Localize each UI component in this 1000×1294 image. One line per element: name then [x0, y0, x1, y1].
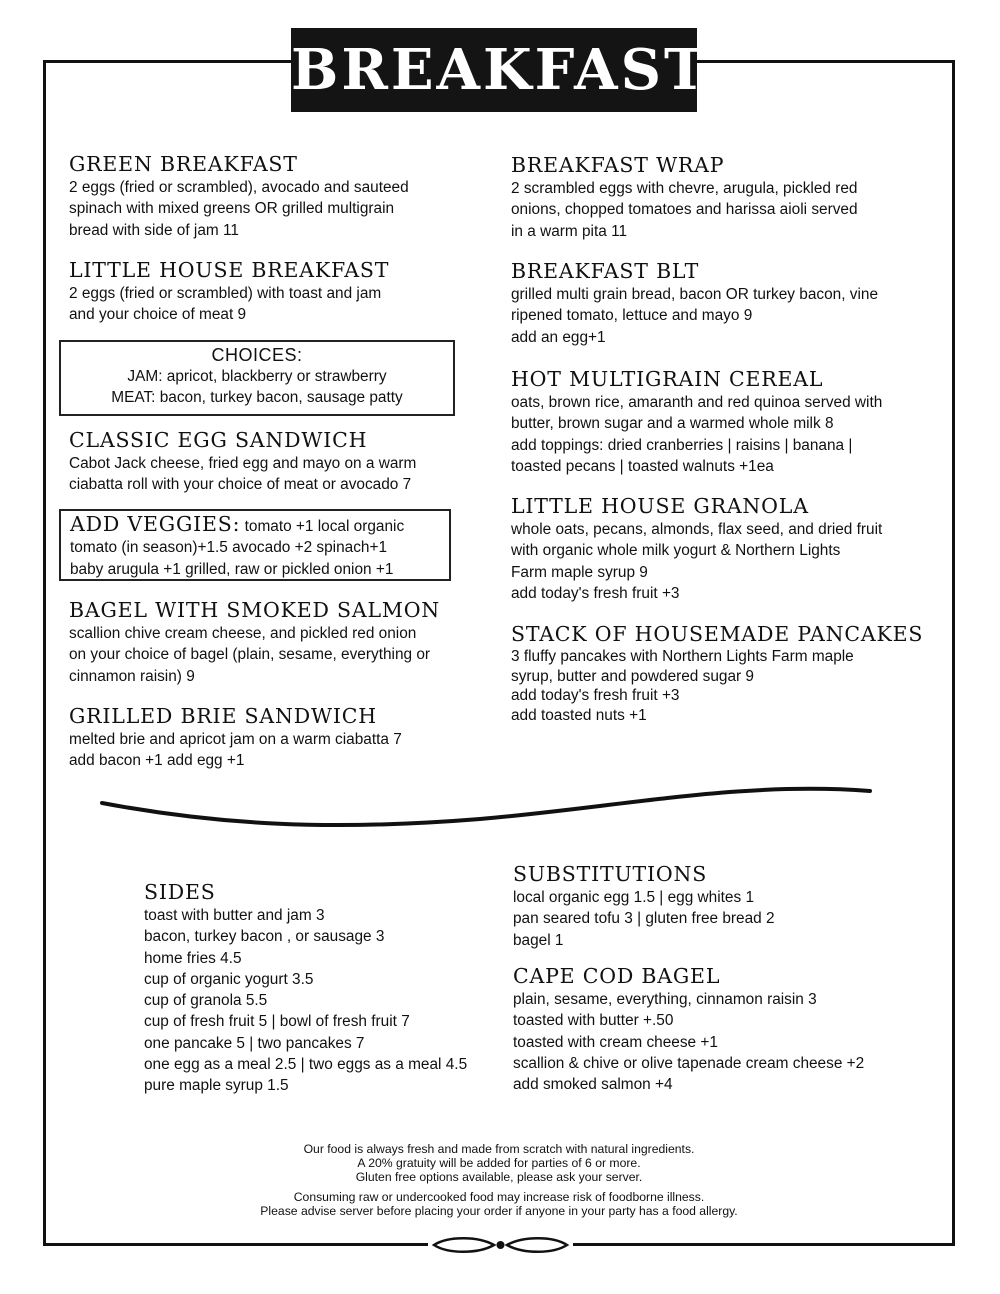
choices-meat: MEAT: bacon, turkey bacon, sausage patty — [111, 389, 403, 406]
desc-line: on your choice of bagel (plain, sesame, everything or — [69, 646, 431, 664]
desc-line: 2 eggs (fried or scrambled) with toast and jam — [69, 285, 382, 302]
side-item: cup of granola 5.5 — [144, 992, 268, 1010]
item-description — [511, 178, 931, 242]
cape-cod-bagel-section — [513, 964, 933, 1095]
item-hot-multigrain-cereal — [511, 367, 931, 477]
veggies-title: ADD VEGGIES: — [70, 512, 241, 536]
desc-line: tomato +1 local organic — [240, 518, 405, 535]
desc-line: add toppings: dried cranberries | raisins | banana | — [511, 436, 853, 454]
item-title: BAGEL WITH SMOKED SALMON — [69, 598, 441, 622]
desc-line: add today's fresh fruit +3 — [511, 584, 680, 602]
item-grilled-brie-sandwich — [69, 704, 469, 772]
desc-line: bread with side of jam 11 — [69, 221, 239, 239]
desc-line: whole oats, pecans, almonds, flax seed, and dried fruit — [511, 521, 883, 538]
side-item: toast with butter and jam 3 — [144, 907, 325, 924]
item-title: GREEN BREAKFAST — [69, 152, 298, 176]
item-title: LITTLE HOUSE GRANOLA — [511, 494, 809, 518]
desc-line: Farm maple syrup 9 — [511, 563, 648, 581]
desc-line: in a warm pita 11 — [511, 222, 628, 240]
footer-line: A 20% gratuity will be added for parties of 6 or more. — [357, 1156, 641, 1170]
bagel-item: scallion & chive or olive tapenade cream cheese +2 — [513, 1054, 865, 1072]
side-item: cup of fresh fruit 5 | bowl of fresh fruit 7 — [144, 1013, 410, 1031]
footer-line: Gluten free options available, please ask your server. — [355, 1170, 643, 1184]
desc-line: tomato (in season)+1.5 avocado +2 spinach+1 — [70, 539, 388, 557]
desc-line: and your choice of meat 9 — [69, 306, 247, 324]
desc-line: spinach with mixed greens OR grilled multigrain — [69, 200, 395, 218]
desc-line: ciabatta roll with your choice of meat or avocado 7 — [69, 476, 412, 494]
bagel-item: toasted with butter +.50 — [513, 1012, 674, 1030]
side-item: one pancake 5 | two pancakes 7 — [144, 1034, 365, 1052]
item-breakfast-blt — [511, 259, 931, 348]
desc-line: 2 eggs (fried or scrambled), avocado and sauteed — [69, 179, 409, 196]
sub-item: local organic egg 1.5 | egg whites 1 — [513, 889, 754, 906]
item-description — [511, 284, 931, 348]
desc-line: syrup, butter and powdered sugar 9 — [511, 667, 754, 685]
substitutions-title: SUBSTITUTIONS — [513, 862, 708, 886]
side-item: cup of organic yogurt 3.5 — [144, 970, 314, 988]
desc-line: add bacon +1 add egg +1 — [69, 752, 245, 770]
item-description — [69, 177, 469, 241]
desc-line: butter, brown sugar and a warmed whole milk 8 — [511, 415, 834, 433]
desc-line: ripened tomato, lettuce and mayo 9 — [511, 307, 753, 325]
substitutions-list — [513, 887, 933, 951]
footer-line: Please advise server before placing your order if anyone in your party has a food allergy. — [260, 1204, 738, 1218]
choices-box — [59, 340, 455, 416]
item-title: GRILLED BRIE SANDWICH — [69, 704, 377, 728]
item-title: BREAKFAST WRAP — [511, 153, 725, 177]
wave-divider — [100, 775, 875, 835]
item-title: HOT MULTIGRAIN CEREAL — [511, 367, 824, 391]
sub-item: pan seared tofu 3 | gluten free bread 2 — [513, 910, 775, 928]
bagel-item: add smoked salmon +4 — [513, 1076, 673, 1094]
footer-line: Consuming raw or undercooked food may increase risk of foodborne illness. — [293, 1190, 705, 1204]
desc-line: 2 scrambled eggs with chevre, arugula, pickled red — [511, 180, 858, 197]
item-title: BREAKFAST BLT — [511, 259, 700, 283]
cape-cod-list — [513, 989, 933, 1095]
item-description — [69, 623, 469, 687]
item-description — [511, 519, 931, 604]
item-description — [69, 729, 469, 772]
item-classic-egg-sandwich — [69, 428, 469, 496]
add-veggies-box — [59, 509, 451, 581]
sides-title: SIDES — [144, 880, 216, 904]
desc-line: add toasted nuts +1 — [511, 706, 647, 724]
desc-line: onions, chopped tomatoes and harissa aioli served — [511, 201, 858, 219]
bagel-item: toasted with cream cheese +1 — [513, 1033, 718, 1051]
item-title: CLASSIC EGG SANDWICH — [69, 428, 368, 452]
desc-line: 3 fluffy pancakes with Northern Lights Farm maple — [511, 648, 854, 665]
menu-title: BREAKFAST — [291, 28, 697, 112]
side-item: one egg as a meal 2.5 | two eggs as a meal 4.5 — [144, 1056, 468, 1074]
side-item: home fries 4.5 — [144, 949, 242, 967]
sides-section — [144, 880, 504, 1097]
desc-line: add an egg+1 — [511, 328, 606, 346]
item-little-house-breakfast — [69, 258, 469, 326]
item-little-house-granola — [511, 494, 931, 604]
desc-line: oats, brown rice, amaranth and red quinoa served with — [511, 394, 883, 411]
item-green-breakfast — [69, 152, 469, 241]
item-housemade-pancakes — [511, 622, 931, 725]
side-item: bacon, turkey bacon , or sausage 3 — [144, 928, 385, 946]
item-breakfast-wrap — [511, 153, 931, 242]
desc-line: grilled multi grain bread, bacon OR turkey bacon, vine — [511, 286, 879, 303]
item-description — [511, 392, 931, 477]
item-bagel-smoked-salmon — [69, 598, 469, 687]
footer-warning — [43, 1190, 955, 1218]
item-description — [69, 283, 469, 326]
bagel-item: plain, sesame, everything, cinnamon raisin 3 — [513, 991, 817, 1008]
sides-list — [144, 905, 504, 1097]
footer-notes — [43, 1142, 955, 1184]
desc-line: Cabot Jack cheese, fried egg and mayo on a warm — [69, 455, 417, 472]
desc-line: melted brie and apricot jam on a warm ciabatta 7 — [69, 731, 402, 748]
desc-line: baby arugula +1 grilled, raw or pickled onion +1 — [70, 560, 394, 578]
footer-line: Our food is always fresh and made from scratch with natural ingredients. — [303, 1142, 695, 1156]
sub-item: bagel 1 — [513, 931, 564, 949]
item-title: LITTLE HOUSE BREAKFAST — [69, 258, 390, 282]
desc-line: add today's fresh fruit +3 — [511, 687, 680, 705]
substitutions-section — [513, 862, 933, 951]
desc-line: scallion chive cream cheese, and pickled red onion — [69, 625, 417, 642]
veggies-text — [70, 514, 449, 580]
side-item: pure maple syrup 1.5 — [144, 1077, 289, 1095]
desc-line: toasted pecans | toasted walnuts +1ea — [511, 457, 774, 475]
choices-title: CHOICES: — [211, 345, 303, 365]
cape-cod-title: CAPE COD BAGEL — [513, 964, 721, 988]
bottom-ornament-icon — [428, 1232, 573, 1258]
desc-line: cinnamon raisin) 9 — [69, 667, 195, 685]
item-title: STACK OF HOUSEMADE PANCAKES — [511, 622, 924, 646]
item-description — [511, 647, 931, 725]
choices-jam: JAM: apricot, blackberry or strawberry — [127, 368, 387, 385]
desc-line: with organic whole milk yogurt & Northern Lights — [511, 542, 841, 560]
item-description — [69, 453, 469, 496]
